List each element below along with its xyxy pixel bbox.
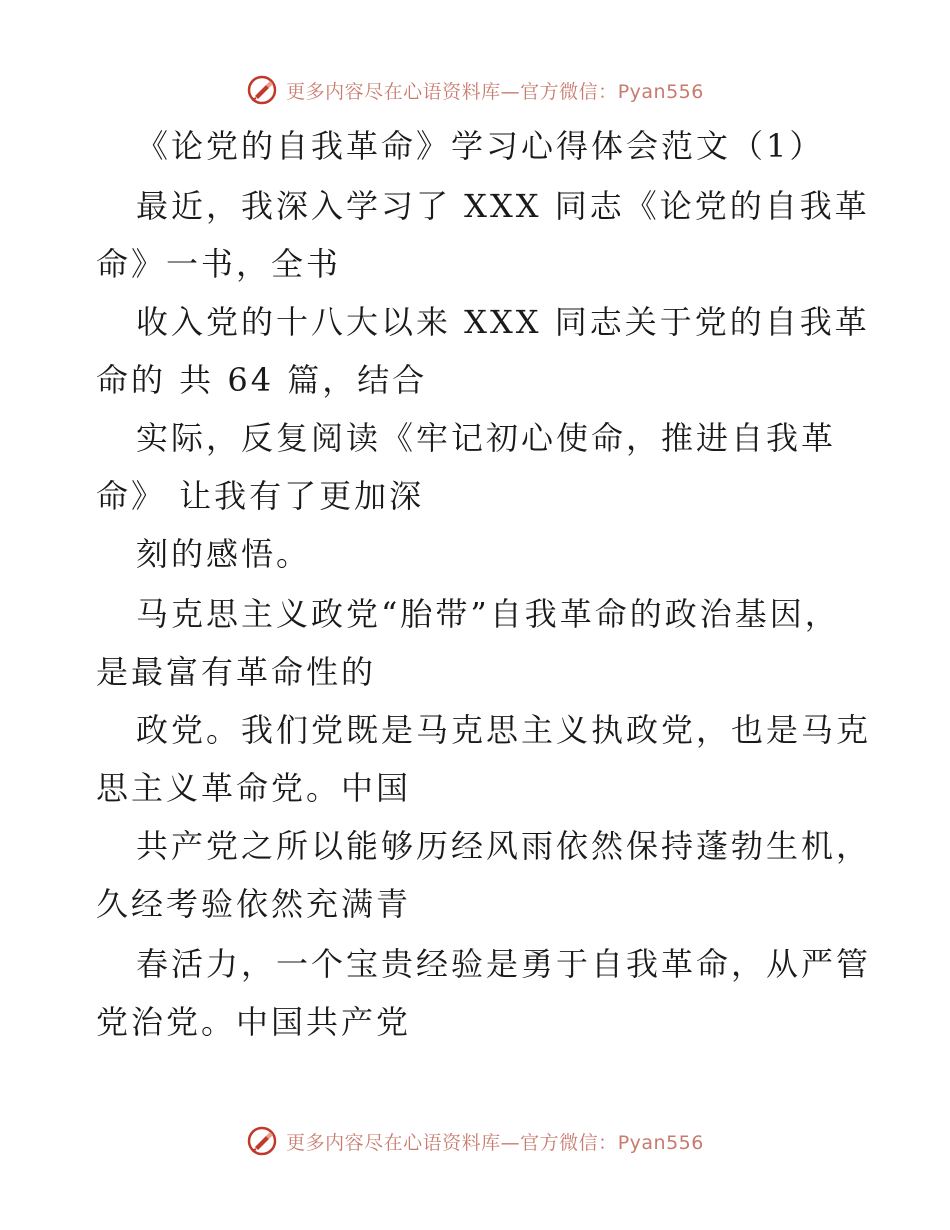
pen-logo-icon: [246, 1125, 278, 1157]
watermark-text: 更多内容尽在心语资料库—官方微信：Pyan556: [286, 80, 704, 103]
paragraph-line: 是最富有革命性的: [96, 653, 377, 691]
paragraph-line: 政党。我们党既是马克思主义执政党，也是马克: [136, 711, 872, 749]
paragraph-line: 命》 让我有了更加深: [96, 477, 425, 515]
pen-logo-icon: [246, 74, 278, 106]
document-title: 《论党的自我革命》学习心得体会范文（1）: [136, 127, 825, 165]
footer-watermark: [0, 1121, 950, 1161]
paragraph-line: 马克思主义政党“胎带”自我革命的政治基因，: [136, 595, 840, 633]
watermark-text: 更多内容尽在心语资料库—官方微信：Pyan556: [286, 1131, 704, 1154]
paragraph-line: 实际，反复阅读《牢记初心使命，推进自我革: [136, 419, 837, 457]
paragraph-line: 命》一书，全书: [96, 245, 342, 283]
paragraph-line: 久经考验依然充满青: [96, 885, 412, 923]
paragraph-line: 刻的感悟。: [136, 535, 312, 573]
paragraph-line: 春活力，一个宝贵经验是勇于自我革命，从严管: [136, 945, 872, 983]
paragraph-line: 最近，我深入学习了 XXX 同志《论党的自我革: [136, 187, 870, 225]
paragraph-line: 共产党之所以能够历经风雨依然保持蓬勃生机，: [136, 827, 872, 865]
paragraph-line: 党治党。中国共产党: [96, 1003, 412, 1041]
paragraph-line: 收入党的十八大以来 XXX 同志关于党的自我革: [136, 303, 870, 341]
paragraph-line: 命的 共 64 篇，结合: [96, 361, 428, 399]
paragraph-line: 思主义革命党。中国: [96, 769, 412, 807]
header-watermark: [0, 70, 950, 110]
